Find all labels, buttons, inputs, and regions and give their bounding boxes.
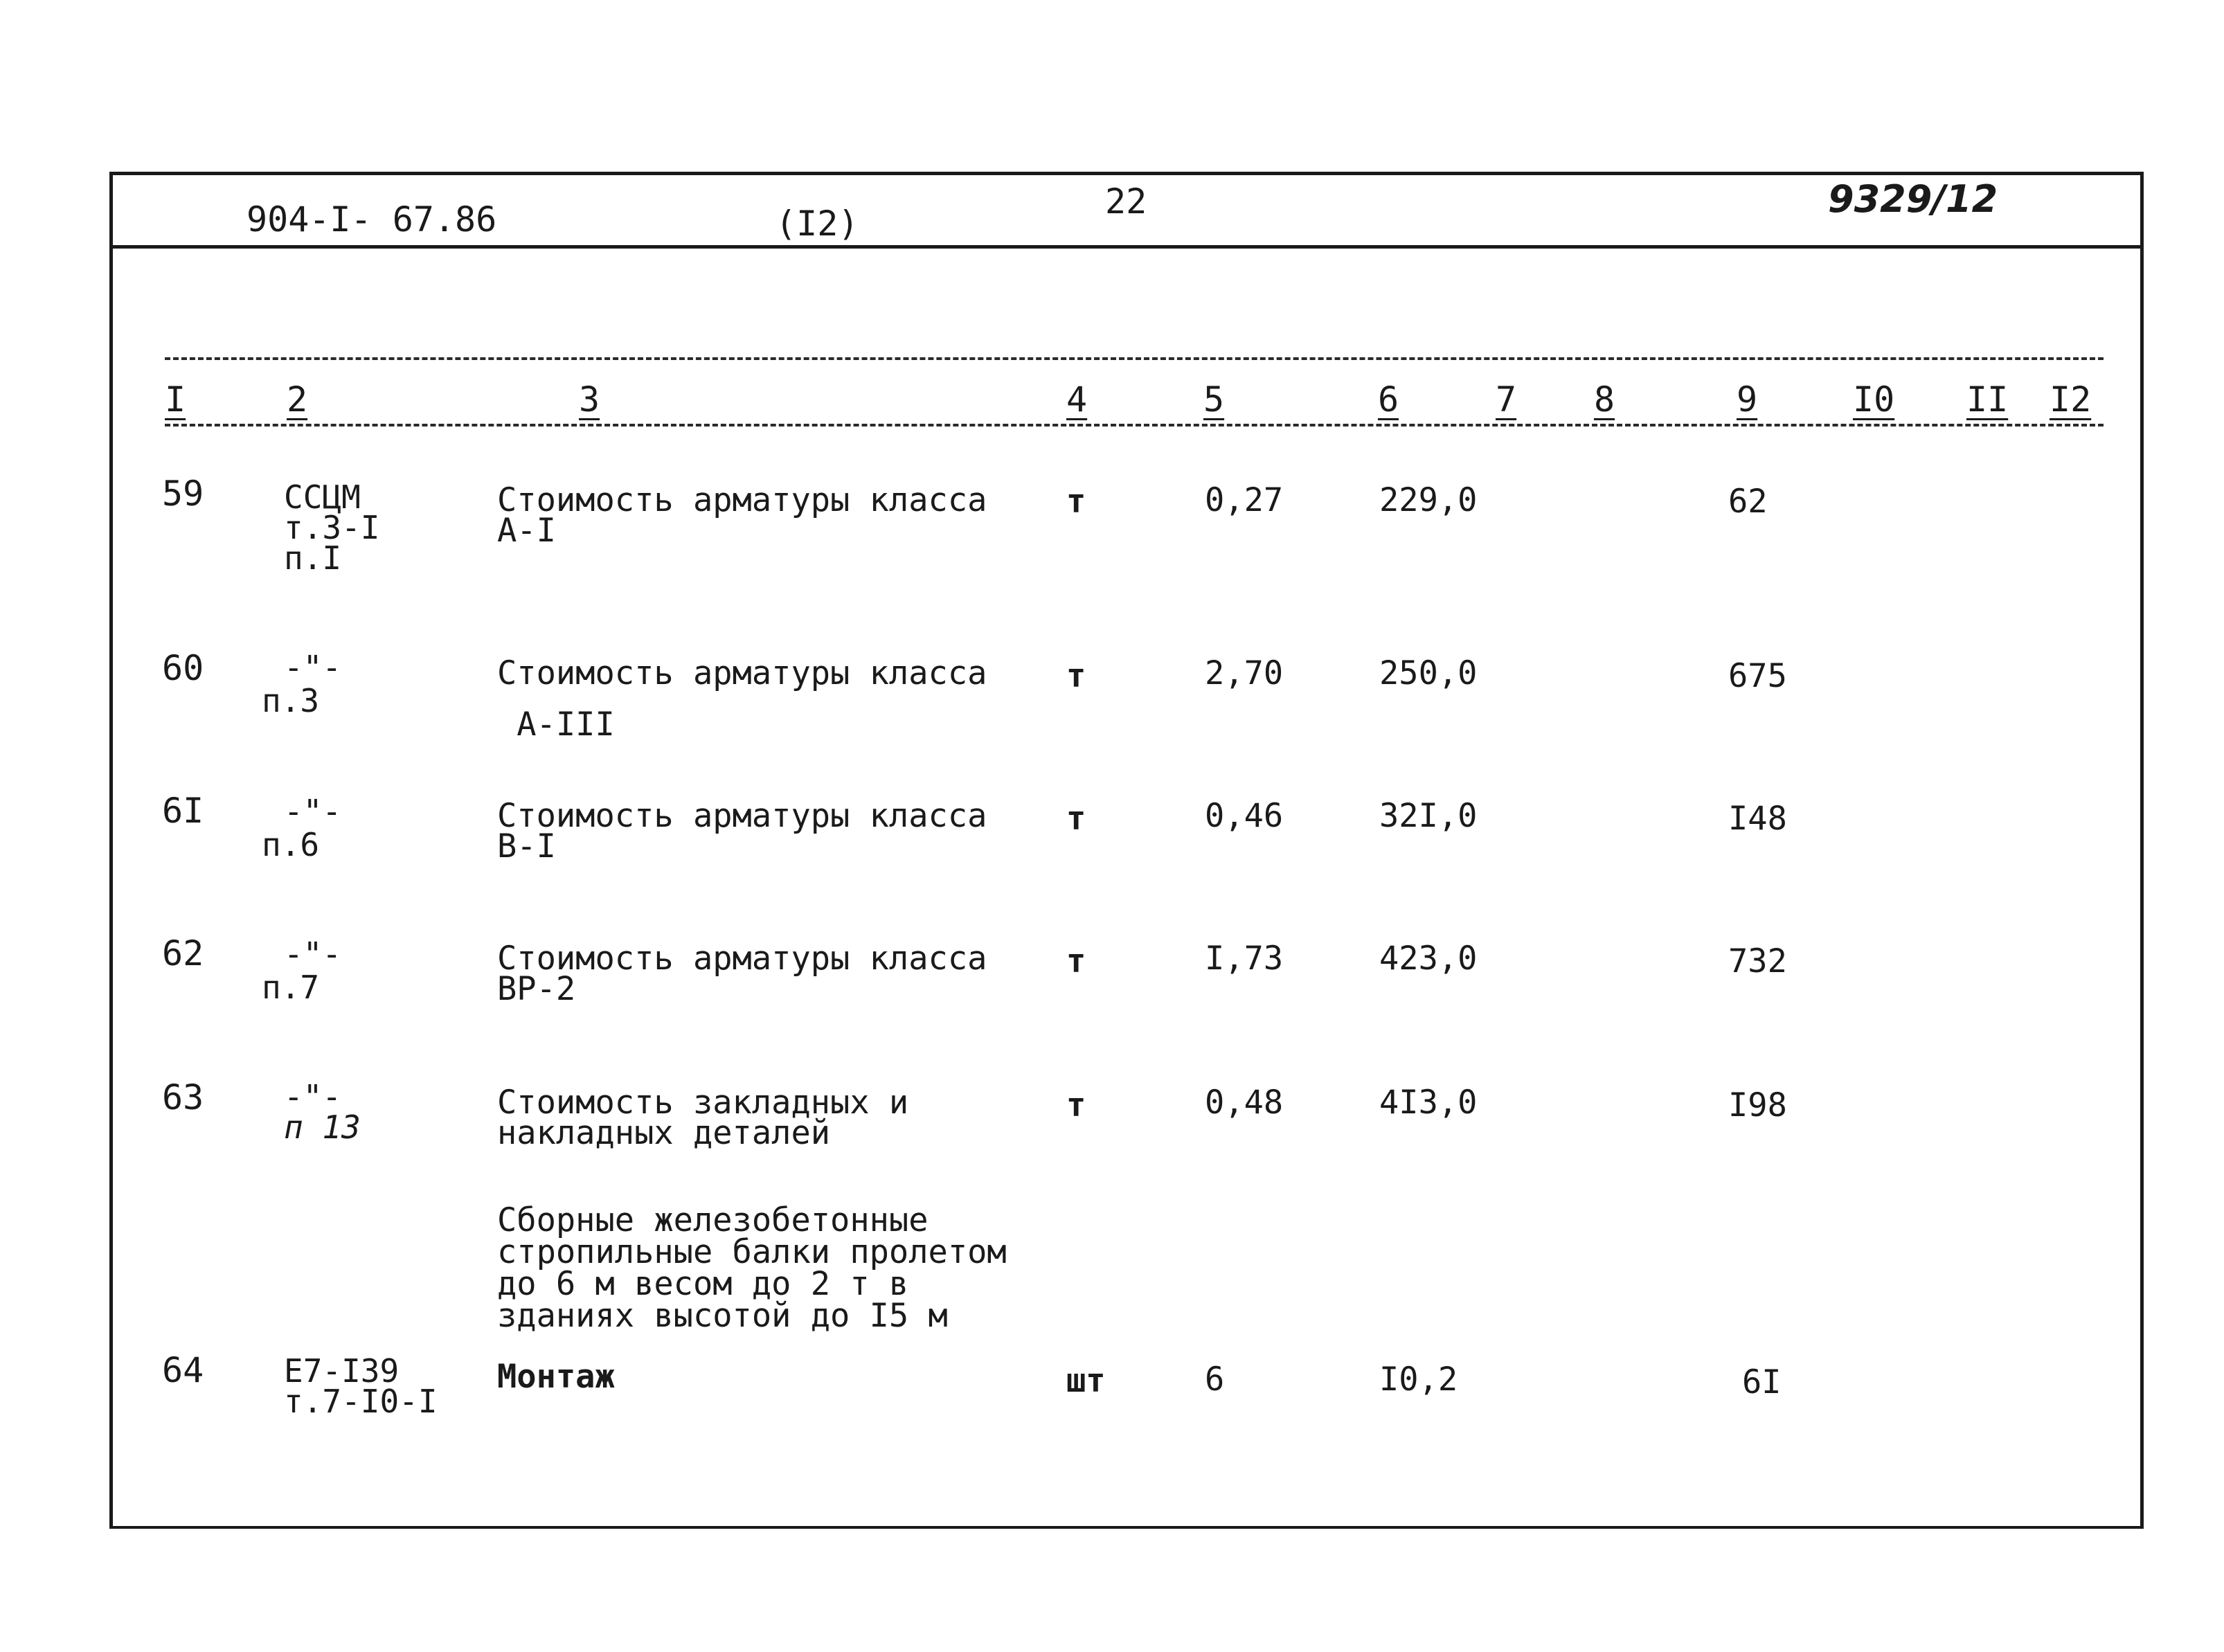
column-number-7: 7 — [1496, 379, 1517, 420]
description-line: Стоимость арматуры класса — [497, 940, 987, 978]
column-number-4: 4 — [1066, 379, 1088, 420]
quantity: 0,48 — [1205, 1084, 1284, 1122]
total-cost: 62 — [1728, 483, 1768, 521]
column-number-2: 2 — [287, 379, 308, 420]
reference-line: -"- — [284, 1078, 342, 1115]
reference-line: -"- — [284, 935, 342, 973]
description-line: Монтаж — [497, 1358, 615, 1396]
unit-price: I0,2 — [1379, 1361, 1458, 1399]
reference-line: п 13 — [284, 1108, 361, 1146]
column-number-1: I — [165, 379, 186, 420]
column-number-10: I0 — [1853, 379, 1895, 420]
quantity: 6 — [1205, 1361, 1225, 1399]
reference-line: Е7-I39 — [284, 1352, 400, 1390]
description-line: Стоимость закладных и — [497, 1084, 909, 1122]
description-line: Стоимость арматуры класса — [497, 654, 987, 692]
column-number-9: 9 — [1737, 379, 1758, 420]
reference-line: п.6 — [262, 826, 320, 863]
row-number: 59 — [162, 474, 204, 514]
row-number: 64 — [162, 1350, 204, 1390]
page-number: 22 — [1105, 181, 1147, 222]
sheet-index: (I2) — [775, 204, 859, 244]
section-heading-line: до 6 м весом до 2 т в — [497, 1265, 909, 1303]
column-number-11: II — [1966, 379, 2009, 420]
column-number-5: 5 — [1203, 379, 1225, 420]
total-cost: I48 — [1728, 800, 1787, 838]
row-number: 60 — [162, 648, 204, 688]
quantity: 0,46 — [1205, 797, 1284, 835]
unit: т — [1066, 483, 1086, 521]
unit-price: 32I,0 — [1379, 797, 1478, 835]
column-number-3: 3 — [579, 379, 600, 420]
total-cost: 6I — [1742, 1363, 1782, 1401]
reference-line: ССЦМ — [284, 478, 361, 516]
unit: т — [1066, 942, 1086, 980]
dashed-rule-bottom — [165, 424, 2104, 427]
section-heading-line: Сборные железобетонные — [497, 1201, 929, 1239]
document-frame — [109, 172, 2144, 1529]
row-number: 6I — [162, 791, 204, 831]
header-divider — [109, 245, 2144, 249]
total-cost: 732 — [1728, 942, 1787, 980]
total-cost: 675 — [1728, 657, 1787, 695]
reference-line: т.3-I — [284, 509, 380, 546]
unit-price: 250,0 — [1379, 654, 1478, 692]
description-line: накладных деталей — [497, 1114, 831, 1152]
section-heading-line: стропильные балки пролетом — [497, 1233, 1007, 1271]
reference-line: п.I — [284, 539, 342, 577]
reference-line: п.7 — [262, 969, 320, 1006]
reference-line: -"- — [284, 649, 342, 686]
unit: т — [1066, 657, 1086, 695]
quantity: 0,27 — [1205, 481, 1284, 519]
unit-price: 229,0 — [1379, 481, 1478, 519]
reference-line: -"- — [284, 793, 342, 830]
description-line: Стоимость арматуры класса — [497, 797, 987, 835]
column-number-12: I2 — [2050, 379, 2092, 420]
quantity: 2,70 — [1205, 654, 1284, 692]
unit: т — [1066, 800, 1086, 838]
reference-line: т.7-I0-I — [284, 1383, 438, 1420]
dashed-rule-top — [165, 357, 2104, 360]
unit: т — [1066, 1086, 1086, 1124]
description-line: ВР-2 — [497, 970, 576, 1008]
archive-number: 9329/12 — [1828, 177, 1998, 221]
description-line: А-I — [497, 512, 556, 550]
column-number-6: 6 — [1378, 379, 1399, 420]
section-heading-line: зданиях высотой до I5 м — [497, 1297, 948, 1335]
column-number-8: 8 — [1594, 379, 1615, 420]
unit: шт — [1066, 1362, 1106, 1400]
description-line: А-III — [497, 706, 615, 744]
total-cost: I98 — [1728, 1086, 1787, 1124]
unit-price: 423,0 — [1379, 940, 1478, 978]
row-number: 62 — [162, 933, 204, 973]
doc-code: 904-I- 67.86 — [246, 199, 497, 240]
unit-price: 4I3,0 — [1379, 1084, 1478, 1122]
row-number: 63 — [162, 1077, 204, 1117]
quantity: I,73 — [1205, 940, 1284, 978]
reference-line: п.3 — [262, 682, 320, 719]
description-line: Стоимость арматуры класса — [497, 481, 987, 519]
description-line: В-I — [497, 827, 556, 865]
